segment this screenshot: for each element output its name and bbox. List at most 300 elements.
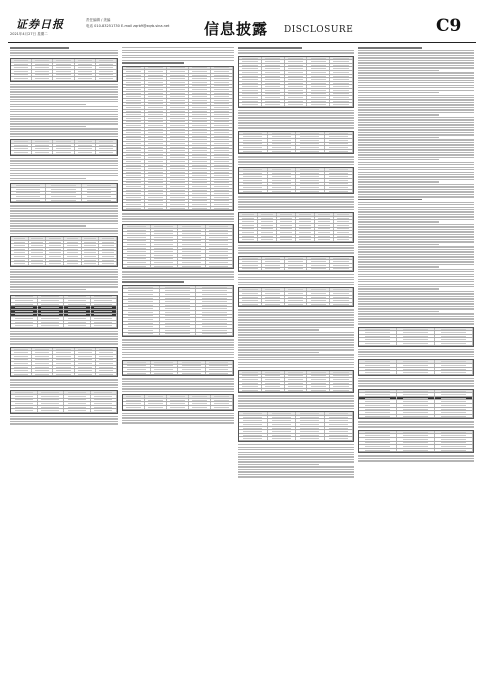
body-text-line (358, 167, 474, 168)
table-cell (145, 103, 167, 106)
table-cell (325, 437, 354, 440)
table-cell (32, 66, 53, 69)
table-cell (151, 261, 179, 264)
body-text-line (122, 378, 234, 379)
body-text-line (358, 226, 474, 227)
body-text-line (122, 422, 234, 423)
table-cell (160, 311, 197, 314)
table-cell (239, 260, 262, 263)
table-cell (285, 67, 308, 70)
table-cell (123, 77, 145, 80)
table-cell (307, 268, 330, 271)
table-cell (325, 412, 354, 415)
table-cell (32, 362, 53, 365)
table-cell (277, 217, 296, 220)
table-cell (82, 248, 100, 251)
table-cell (325, 175, 354, 178)
table-cell (178, 372, 206, 375)
table-cell (307, 260, 330, 263)
table-cell (96, 355, 117, 358)
table-cell (239, 288, 262, 291)
table-cell (359, 335, 397, 338)
table-cell (258, 224, 277, 227)
table-cell (167, 92, 189, 95)
body-text-line (238, 206, 354, 207)
table-cell (296, 224, 315, 227)
table-row (239, 389, 353, 393)
table-cell (178, 247, 206, 250)
table-cell (211, 203, 233, 206)
body-text-line (238, 277, 354, 278)
data-table (10, 139, 118, 155)
table-cell (239, 385, 262, 388)
column-1 (10, 46, 118, 692)
table-cell (145, 113, 167, 116)
table-cell (307, 264, 330, 267)
body-text-line (238, 476, 354, 477)
table-cell (123, 289, 160, 292)
table-cell (211, 92, 233, 95)
table-cell (211, 182, 233, 185)
body-text-line (238, 284, 354, 285)
data-table (358, 389, 474, 420)
body-text-line (10, 279, 118, 280)
table-cell (145, 395, 167, 398)
body-text-line (358, 55, 474, 56)
table-row (11, 77, 117, 81)
table-cell (189, 67, 211, 70)
table-cell (99, 241, 117, 244)
table-cell (123, 110, 145, 113)
table-cell (285, 64, 308, 67)
table-cell (11, 77, 32, 80)
table-cell (38, 395, 65, 398)
body-text-line (10, 104, 86, 105)
table-cell (123, 318, 160, 321)
table-cell (285, 371, 308, 374)
table-cell (123, 67, 145, 70)
table-cell (397, 445, 435, 448)
table-cell (11, 362, 32, 365)
table-cell (53, 77, 74, 80)
table-cell (206, 232, 234, 235)
table-cell (397, 338, 435, 341)
table-cell (315, 220, 334, 223)
body-text-line (238, 447, 354, 448)
table-cell (285, 93, 308, 96)
table-cell (145, 402, 167, 405)
table-cell (262, 57, 285, 60)
table-cell (64, 324, 91, 327)
body-text-line (238, 327, 354, 328)
table-cell (145, 156, 167, 159)
table-cell (307, 371, 330, 374)
table-cell (96, 59, 117, 62)
table-cell (145, 149, 167, 152)
table-cell (359, 331, 397, 334)
body-text-line (10, 416, 118, 417)
body-text-line (122, 52, 234, 53)
body-text-line (10, 336, 118, 337)
table-cell (397, 393, 435, 396)
table-cell (239, 238, 258, 241)
table-cell (435, 415, 473, 418)
body-text-line (358, 179, 474, 180)
table-cell (189, 164, 211, 167)
body-text-line (238, 408, 354, 409)
body-text-line (358, 224, 474, 225)
table-cell (46, 188, 81, 191)
table-cell (189, 196, 211, 199)
table-cell (75, 362, 96, 365)
table-cell (285, 57, 308, 60)
table-cell (239, 423, 268, 426)
table-cell (239, 168, 268, 171)
table-cell (268, 179, 297, 182)
table-cell (11, 359, 32, 362)
table-cell (330, 100, 353, 103)
table-cell (211, 95, 233, 98)
body-text-line (238, 395, 354, 396)
table-cell (75, 74, 96, 77)
table-cell (285, 288, 308, 291)
table-cell (315, 231, 334, 234)
table-cell (359, 393, 397, 396)
table-cell (211, 189, 233, 192)
table-cell (296, 179, 325, 182)
table-cell (64, 402, 91, 405)
table-cell (268, 186, 297, 189)
table-cell (123, 322, 160, 325)
body-text-line (122, 381, 234, 382)
body-text-line (238, 196, 354, 197)
table-cell (32, 355, 53, 358)
table-cell (211, 113, 233, 116)
body-text-line (358, 149, 474, 150)
table-cell (268, 183, 297, 186)
body-text-line (358, 65, 474, 66)
table-cell (296, 168, 325, 171)
body-text-line (358, 455, 474, 456)
table-cell (75, 59, 96, 62)
table-cell (211, 88, 233, 91)
table-cell (239, 217, 258, 220)
table-cell (145, 200, 167, 203)
table-cell (123, 361, 151, 364)
body-text-line (358, 196, 474, 197)
table-cell (64, 317, 91, 320)
table-cell (268, 423, 297, 426)
table-cell (11, 391, 38, 394)
table-cell (330, 93, 353, 96)
body-text-line (238, 400, 354, 401)
body-text-line (238, 464, 319, 465)
table-cell (75, 77, 96, 80)
table-cell (211, 124, 233, 127)
table-cell (211, 77, 233, 80)
table-cell (11, 188, 46, 191)
table-cell (330, 67, 353, 70)
table-cell (167, 106, 189, 109)
table-cell (91, 402, 118, 405)
body-text-line (358, 264, 474, 265)
table-cell (330, 82, 353, 85)
body-text-line (122, 342, 234, 343)
table-cell (262, 93, 285, 96)
table-cell (211, 399, 233, 402)
table-cell (11, 244, 29, 247)
table-cell (330, 268, 353, 271)
table-cell (145, 167, 167, 170)
table-cell (96, 373, 117, 376)
table-cell (315, 217, 334, 220)
table-cell (167, 77, 189, 80)
table-cell (330, 96, 353, 99)
table-cell (123, 174, 145, 177)
table-cell (145, 88, 167, 91)
table-cell (82, 195, 117, 198)
body-text-line (238, 456, 354, 457)
table-cell (397, 442, 435, 445)
table-cell (167, 142, 189, 145)
body-text-line (10, 233, 118, 234)
table-cell (38, 310, 65, 313)
body-text-line (122, 271, 234, 272)
table-cell (285, 378, 308, 381)
table-cell (196, 311, 233, 314)
body-text-line (122, 413, 234, 414)
table-cell (435, 442, 473, 445)
table-cell (145, 196, 167, 199)
body-text-line (238, 469, 354, 470)
table-cell (296, 217, 315, 220)
table-cell (397, 449, 435, 452)
table-cell (123, 113, 145, 116)
table-cell (123, 160, 145, 163)
table-cell (167, 149, 189, 152)
table-cell (123, 149, 145, 152)
table-cell (178, 250, 206, 253)
table-cell (359, 442, 397, 445)
table-cell (330, 57, 353, 60)
table-cell (189, 85, 211, 88)
table-cell (330, 75, 353, 78)
table-cell (145, 192, 167, 195)
table-cell (11, 147, 32, 150)
table-row (239, 103, 353, 107)
table-cell (277, 220, 296, 223)
table-cell (160, 300, 197, 303)
table-cell (211, 149, 233, 152)
table-cell (11, 59, 32, 62)
table-cell (46, 199, 81, 202)
body-text-line (358, 219, 474, 220)
body-text-line (238, 282, 354, 283)
table-cell (64, 251, 82, 254)
table-cell (285, 375, 308, 378)
body-text-line (10, 91, 118, 92)
table-cell (330, 64, 353, 67)
data-table (238, 212, 354, 243)
table-cell (167, 153, 189, 156)
body-text-line (10, 109, 118, 110)
body-text-line (10, 421, 118, 422)
table-cell (277, 228, 296, 231)
table-cell (167, 189, 189, 192)
body-text-line (358, 216, 474, 217)
section-heading (10, 47, 69, 49)
body-text-line (358, 129, 474, 130)
body-text-line (358, 72, 474, 73)
table-row (239, 303, 353, 307)
body-text-line (238, 125, 354, 126)
table-cell (359, 411, 397, 414)
table-cell (239, 60, 262, 63)
table-cell (435, 368, 473, 371)
table-cell (167, 70, 189, 73)
table-cell (123, 333, 160, 336)
table-cell (239, 292, 262, 295)
table-cell (211, 402, 233, 405)
body-text-line (10, 331, 118, 332)
body-text-line (358, 186, 474, 187)
table-cell (38, 306, 65, 309)
table-cell (285, 60, 308, 63)
body-text-line (238, 312, 354, 313)
body-text-line (358, 50, 474, 51)
table-cell (239, 64, 262, 67)
table-cell (268, 419, 297, 422)
table-cell (307, 85, 330, 88)
table-cell (296, 132, 325, 135)
body-text-line (238, 357, 354, 358)
table-cell (29, 244, 47, 247)
table-cell (296, 139, 325, 142)
body-text-line (238, 314, 354, 315)
table-cell (262, 78, 285, 81)
table-cell (325, 135, 354, 138)
table-cell (296, 412, 325, 415)
table-cell (151, 229, 179, 232)
body-text-line (238, 352, 319, 353)
table-cell (325, 150, 354, 153)
table-cell (123, 258, 151, 261)
table-cell (167, 185, 189, 188)
table-cell (64, 314, 91, 317)
table-cell (167, 117, 189, 120)
body-text-line (358, 354, 474, 355)
table-cell (268, 190, 297, 193)
table-cell (189, 185, 211, 188)
data-table (238, 131, 354, 155)
table-cell (75, 66, 96, 69)
table-cell (325, 183, 354, 186)
table-cell (160, 293, 197, 296)
body-text-line (238, 354, 354, 355)
table-cell (206, 243, 234, 246)
table-cell (325, 190, 354, 193)
table-cell (123, 315, 160, 318)
table-cell (296, 135, 325, 138)
table-cell (32, 366, 53, 369)
table-cell (29, 262, 47, 265)
table-cell (296, 190, 325, 193)
table-cell (315, 224, 334, 227)
table-cell (307, 64, 330, 67)
body-text-line (358, 194, 474, 195)
table-cell (53, 151, 74, 154)
body-text-line (10, 269, 118, 270)
table-row (359, 342, 473, 346)
table-cell (145, 185, 167, 188)
table-cell (123, 106, 145, 109)
body-text-line (238, 274, 354, 275)
table-cell (53, 70, 74, 73)
body-text-line (358, 172, 474, 173)
table-cell (285, 303, 308, 306)
body-text-line (122, 383, 234, 384)
table-cell (53, 369, 74, 372)
table-cell (307, 57, 330, 60)
table-cell (189, 117, 211, 120)
table-cell (189, 406, 211, 409)
table-cell (285, 103, 308, 106)
table-cell (307, 385, 330, 388)
table-row (239, 238, 353, 242)
table-cell (262, 96, 285, 99)
table-cell (32, 369, 53, 372)
table-cell (307, 96, 330, 99)
data-table (358, 359, 474, 375)
table-cell (268, 132, 297, 135)
body-text-line (358, 351, 474, 352)
table-cell (239, 296, 262, 299)
table-cell (11, 351, 32, 354)
table-cell (206, 361, 234, 364)
table-cell (11, 395, 38, 398)
table-row (11, 151, 117, 155)
table-cell (32, 63, 53, 66)
table-cell (91, 299, 118, 302)
body-text-line (10, 96, 118, 97)
table-cell (330, 375, 353, 378)
body-text-line (10, 286, 118, 287)
body-text-line (358, 181, 439, 182)
body-text-line (238, 362, 354, 363)
body-text-line (238, 367, 354, 368)
table-cell (334, 231, 353, 234)
table-cell (296, 175, 325, 178)
table-cell (262, 103, 285, 106)
table-cell (160, 286, 197, 289)
table-cell (145, 74, 167, 77)
table-cell (96, 351, 117, 354)
table-cell (91, 399, 118, 402)
table-cell (167, 95, 189, 98)
table-cell (123, 95, 145, 98)
table-cell (189, 88, 211, 91)
table-cell (196, 289, 233, 292)
table-cell (99, 251, 117, 254)
table-cell (11, 63, 32, 66)
table-cell (145, 142, 167, 145)
body-text-line (122, 347, 234, 348)
table-cell (435, 331, 473, 334)
body-text-line (10, 136, 118, 137)
table-cell (145, 207, 167, 210)
table-cell (11, 303, 38, 306)
table-cell (239, 434, 268, 437)
